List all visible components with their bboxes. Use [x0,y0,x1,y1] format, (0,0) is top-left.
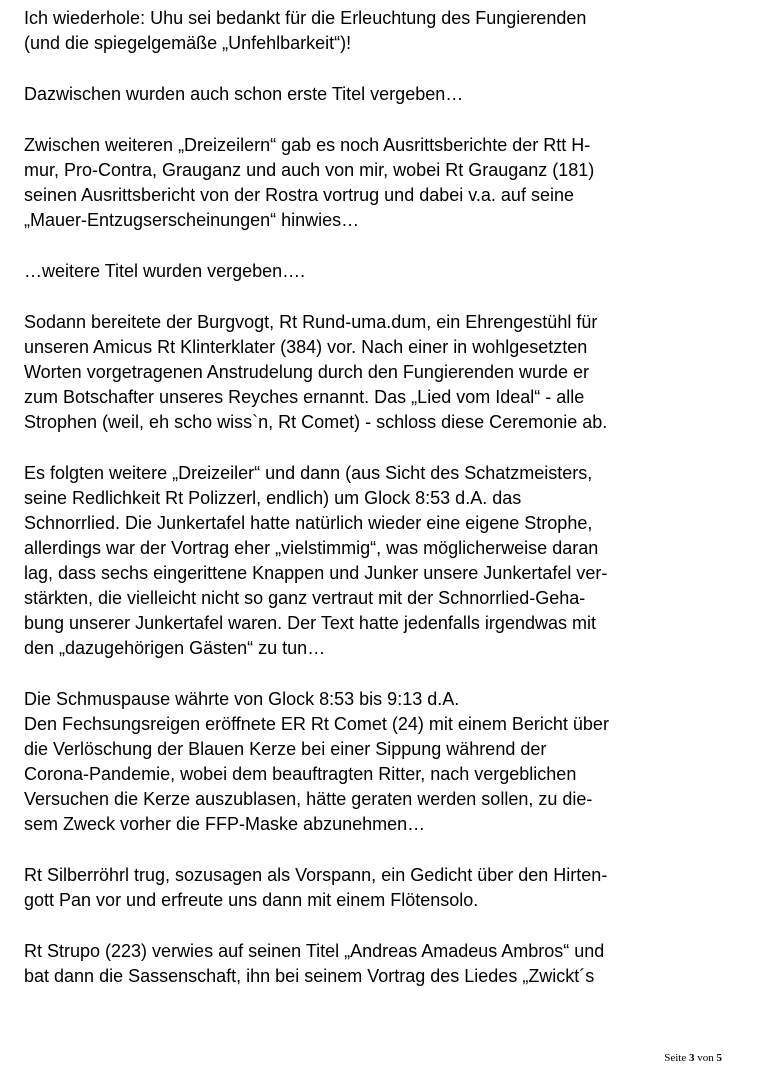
page-label: Seite [664,1052,689,1064]
text-line: seine Redlichkeit Rt Polizzerl, endlich) um Glock 8:53 d.A. das [24,488,522,508]
text-line: lag, dass sechs eingerittene Knappen und Junker unsere Junkertafel ver- [24,563,608,583]
text-line: Strophen (weil, eh scho wiss`n, Rt Comet) - schloss diese Ceremonie ab. [24,412,608,432]
text-line: sem Zweck vorher die FFP-Maske abzunehmen… [24,814,426,834]
paragraph [24,82,752,107]
text-line: stärkten, die vielleicht nicht so ganz vertraut mit der Schnorrlied-Geha- [24,588,586,608]
text-line: Es folgten weitere „Dreizeiler“ und dann (aus Sicht des Schatzmeisters, [24,463,593,483]
paragraph [24,6,752,56]
paragraph [24,687,752,712]
document-body [24,6,752,1015]
paragraph [24,259,752,284]
text-line: bung unserer Junkertafel waren. Der Text hatte jedenfalls irgendwas mit [24,613,596,633]
text-line: …weitere Titel wurden vergeben…. [24,261,306,281]
text-line: Dazwischen wurden auch schon erste Titel vergeben… [24,84,464,104]
text-line: bat dann die Sassenschaft, ihn bei seinem Vortrag des Liedes „Zwickt´s [24,966,595,986]
text-line: Rt Silberröhrl trug, sozusagen als Vorspann, ein Gedicht über den Hirten- [24,865,608,885]
text-line: Den Fechsungsreigen eröffnete ER Rt Comet (24) mit einem Bericht über [24,714,609,734]
paragraph [24,712,752,837]
paragraph [24,310,752,435]
page-number: 3 [689,1052,695,1064]
text-line: Versuchen die Kerze auszublasen, hätte geraten werden sollen, zu die- [24,789,593,809]
text-line: unseren Amicus Rt Klinterklater (384) vor. Nach einer in wohlgesetzten [24,337,588,357]
text-line: Ich wiederhole: Uhu sei bedankt für die Erleuchtung des Fungierenden [24,8,587,28]
page-of-label: von [694,1052,717,1064]
text-line: zum Botschafter unseres Reyches ernannt. Das „Lied vom Ideal“ - alle [24,387,585,407]
text-line: seinen Ausrittsbericht von der Rostra vortrug und dabei v.a. auf seine [24,185,574,205]
text-line: Worten vorgetragenen Anstrudelung durch den Fungierenden wurde er [24,362,590,382]
text-line: Zwischen weiteren „Dreizeilern“ gab es noch Ausrittsberichte der Rtt H- [24,135,591,155]
text-line: Corona-Pandemie, wobei dem beauftragten Ritter, nach vergeblichen [24,764,577,784]
paragraph [24,133,752,233]
text-line: den „dazugehörigen Gästen“ zu tun… [24,638,326,658]
paragraph [24,863,752,913]
text-line: „Mauer-Entzugserscheinungen“ hinwies… [24,210,360,230]
text-line: Die Schmuspause währte von Glock 8:53 bis 9:13 d.A. [24,689,460,709]
page-footer [664,1052,722,1064]
text-line: Rt Strupo (223) verwies auf seinen Titel „Andreas Amadeus Ambros“ und [24,941,605,961]
paragraph [24,461,752,661]
text-line: die Verlöschung der Blauen Kerze bei einer Sippung während der [24,739,547,759]
text-line: mur, Pro-Contra, Grauganz und auch von mir, wobei Rt Grauganz (181) [24,160,595,180]
text-line: allerdings war der Vortrag eher „vielstimmig“, was möglicherweise daran [24,538,599,558]
paragraph [24,939,752,989]
text-line: gott Pan vor und erfreute uns dann mit einem Flötensolo. [24,890,479,910]
page-total: 5 [716,1052,722,1064]
text-line: (und die spiegelgemäße „Unfehlbarkeit“)! [24,33,352,53]
text-line: Sodann bereitete der Burgvogt, Rt Rund-uma.dum, ein Ehrengestühl für [24,312,598,332]
text-line: Schnorrlied. Die Junkertafel hatte natürlich wieder eine eigene Strophe, [24,513,593,533]
